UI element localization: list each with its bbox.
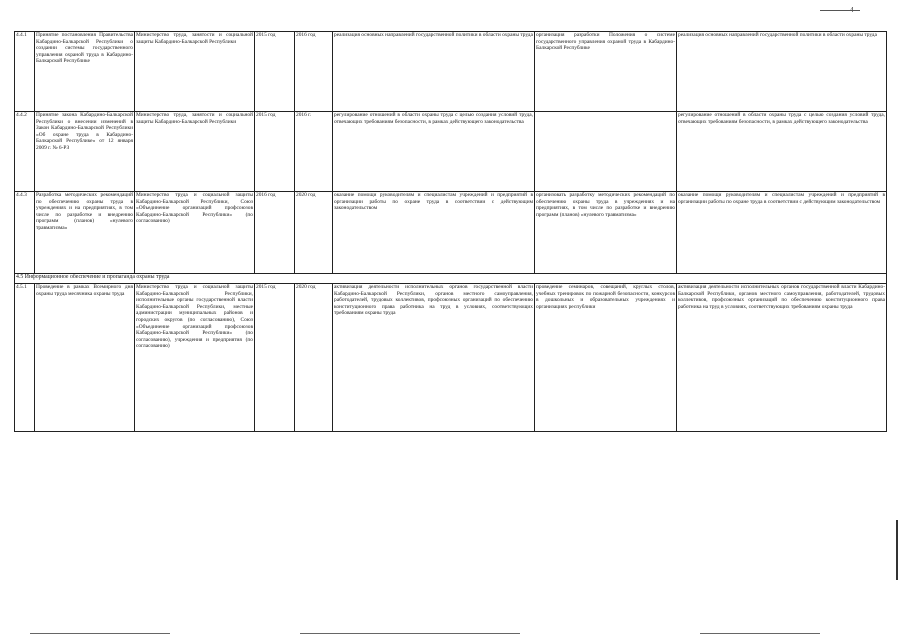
table-row [15, 112, 887, 192]
scan-artifact-bottom-right [700, 633, 820, 634]
start-year: 2015 год [255, 112, 295, 192]
end-year: 2020 год [295, 192, 333, 274]
measure-name: Принятие закона Кабардино-Балкарской Республики о внесении изменений в Закон Кабардино-Балкарской Республики «Об охране труда в Кабардино-Балкарской Республике» от 12 января 2009 г. № 6-РЗ [35, 112, 135, 192]
row-number: 4.4.1 [15, 32, 35, 112]
measures-table [14, 31, 887, 432]
implementation-description: организовать разработку методических рекомендаций по обеспечению охраны труда в учреждениях и на предприятиях, в том числе по разработке и внедрению программ (планов) «нулевого травматизма» [535, 192, 677, 274]
section-header-row [15, 274, 887, 284]
section-title: 4.5 Информационное обеспечение и пропаганда охраны труда [15, 274, 887, 284]
row-number: 4.5.1 [15, 284, 35, 432]
expected-result: реализация основных направлений государственной политики в области охраны труда [333, 32, 535, 112]
measure-name: Принятие постановления Правительства Кабардино-Балкарской Республики о создании системы государственного управления охраной труда в Кабардино-Балкарской Республике [35, 32, 135, 112]
target-indicator: оказание помощи руководителям и специалистам учреждений и предприятий в организации работы по охране труда в соответствии с действующим законодательством [677, 192, 887, 274]
target-indicator: регулирование отношений в области охраны труда с целью создания условий труда, отвечающих требованиям безопасности, в рамках действующего законодательства [677, 112, 887, 192]
row-number: 4.4.3 [15, 192, 35, 274]
executor: Министерство труда, занятости и социальной защиты Кабардино-Балкарской Республики [135, 112, 255, 192]
end-year: 2016 г. [295, 112, 333, 192]
scan-artifact-bottom-center [300, 633, 520, 634]
executor: Министерство труда и социальной защиты Кабардино-Балкарской Республики, Союз «Объединение организаций профсоюзов Кабардино-Балкарской Республики» (по согласованию) [135, 192, 255, 274]
table-row [15, 192, 887, 274]
executor: Министерство труда, занятости и социальной защиты Кабардино-Балкарской Республики [135, 32, 255, 112]
table-row [15, 284, 887, 432]
measure-name: Проведение в рамках Всемирного дня охраны труда месячника охраны труда [35, 284, 135, 432]
scan-artifact-bottom-left [30, 633, 170, 634]
implementation-description: организация разработки Положения о системе государственного управления охраной труда в Кабардино-Балкарской Республике [535, 32, 677, 112]
start-year: 2015 год [255, 284, 295, 432]
implementation-description [535, 112, 677, 192]
target-indicator: активизация деятельности исполнительных органов государственной власти Кабардино-Балкарской Республики, органов местного самоуправления, работодателей, трудовых коллективов, профсоюзных организаций по обеспечению конституционного права работника на труд в условиях, соответствующих требованиям охраны труда [677, 284, 887, 432]
start-year: 2015 год [255, 32, 295, 112]
scan-artifact-right-edge [896, 520, 898, 580]
end-year: 2016 год [295, 32, 333, 112]
executor: Министерство труда и социальной защиты Кабардино-Балкарской Республики, исполнительные органы государственной власти Кабардино-Балкарской Республики, местные администрации муниципальных районов и городских округов (по согласованию), Союз «Объединение организаций профсоюзов Кабардино-Балкарской Республики» (по согласованию), учреждения и предприятия (по согласованию) [135, 284, 255, 432]
implementation-description: проведение семинаров, совещаний, круглых столов, учебных тренировок по пожарной безопасности, конкурсов в дошкольных и образовательных учреждениях и организациях республики [535, 284, 677, 432]
scan-artifact-top [820, 10, 860, 11]
row-number: 4.4.2 [15, 112, 35, 192]
expected-result: регулирование отношений в области охраны труда с целью создания условий труда, отвечающих требованиям безопасности, в рамках действующего законодательства [333, 112, 535, 192]
end-year: 2020 год [295, 284, 333, 432]
expected-result: активизация деятельности исполнительных органов государственной власти Кабардино-Балкарской Республики, органов местного самоуправления, работодателей, трудовых коллективов, профсоюзных организаций по обеспечению конституционного права работника на труд в условиях, соответствующих требованиям охраны труда [333, 284, 535, 432]
table-row [15, 32, 887, 112]
start-year: 2016 год [255, 192, 295, 274]
expected-result: оказание помощи руководителям и специалистам учреждений и предприятий в организации работы по охране труда в соответствии с действующим законодательством [333, 192, 535, 274]
measure-name: Разработка методических рекомендаций по обеспечению охраны труда в учреждениях и на предприятиях, в том числе по разработке и внедрению программ (планов) «нулевого травматизма» [35, 192, 135, 274]
target-indicator: реализация основных направлений государственной политики в области охраны труда [677, 32, 887, 112]
